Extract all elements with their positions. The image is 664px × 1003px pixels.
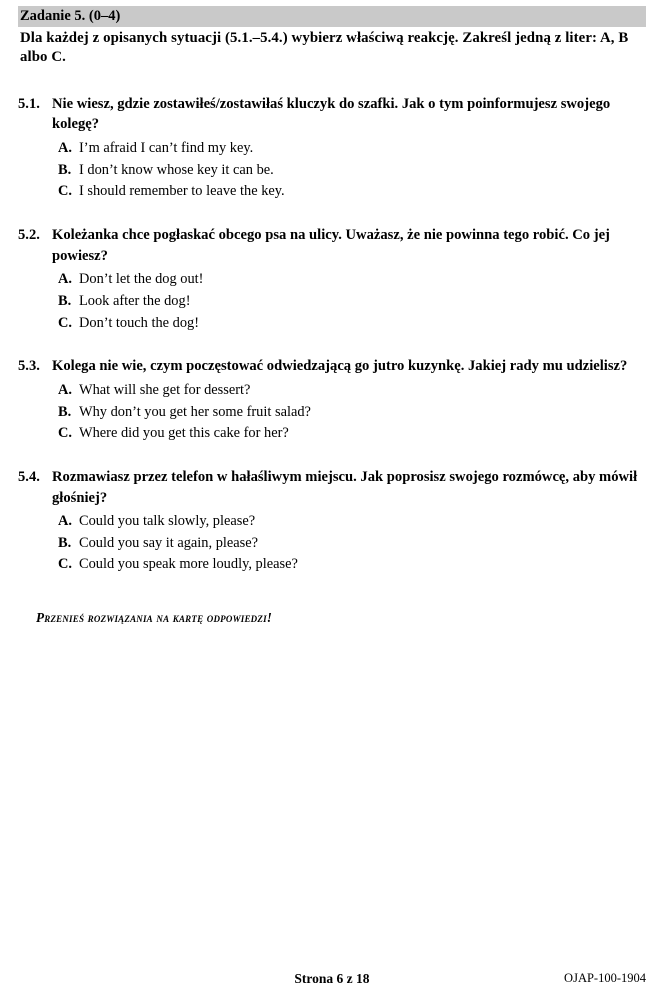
transfer-answers-note: Przenieś rozwiązania na kartę odpowiedzi!: [36, 610, 273, 626]
option-row[interactable]: [58, 291, 646, 313]
question-item: [18, 467, 646, 576]
option-text: Could you talk slowly, please?: [79, 513, 256, 530]
option-list: [18, 380, 646, 445]
page-number: Strona 6 z 18: [294, 971, 370, 986]
option-letter[interactable]: A.: [58, 140, 72, 157]
option-row[interactable]: [58, 380, 646, 402]
option-text: I’m afraid I can’t find my key.: [79, 140, 254, 157]
option-text: Don’t let the dog out!: [79, 271, 204, 288]
option-letter[interactable]: B.: [58, 161, 72, 178]
option-row[interactable]: [58, 181, 646, 203]
question-stem: [18, 356, 646, 377]
page-footer: [18, 971, 646, 991]
exam-code: OJAP-100-1904: [564, 971, 646, 985]
option-text: I don’t know whose key it can be.: [79, 161, 274, 178]
option-letter[interactable]: C.: [58, 425, 72, 442]
task-instruction: Dla każdej z opisanych sytuacji (5.1.–5.4.) wybierz właściwą reakcję. Zakreśl jedną z liter: A, B albo C.: [20, 29, 629, 66]
option-text: Where did you get this cake for her?: [79, 425, 289, 442]
option-row[interactable]: [58, 313, 646, 335]
option-list: [18, 511, 646, 576]
option-letter[interactable]: A.: [58, 513, 72, 530]
option-text: Don’t touch the dog!: [79, 314, 200, 331]
task-header: Zadanie 5. (0–4): [18, 6, 646, 27]
question-number: 5.4.: [18, 468, 40, 485]
option-letter[interactable]: C.: [58, 183, 72, 200]
option-letter[interactable]: B.: [58, 293, 72, 310]
question-number: 5.1.: [18, 95, 40, 112]
option-row[interactable]: [58, 160, 646, 182]
option-text: What will she get for dessert?: [79, 381, 251, 398]
question-stem: [18, 467, 646, 508]
option-row[interactable]: [58, 269, 646, 291]
question-stem: [18, 94, 646, 135]
option-letter[interactable]: B.: [58, 534, 72, 551]
option-text: Why don’t you get her some fruit salad?: [79, 403, 311, 420]
question-text: Nie wiesz, gdzie zostawiłeś/zostawiłaś kluczyk do szafki. Jak o tym poinformujesz swojego kolegę?: [52, 95, 611, 133]
option-text: Look after the dog!: [79, 293, 191, 310]
option-list: [18, 269, 646, 334]
option-letter[interactable]: A.: [58, 271, 72, 288]
question-item: [18, 225, 646, 334]
option-row[interactable]: [58, 423, 646, 445]
question-text: Kolega nie wie, czym poczęstować odwiedzającą go jutro kuzynkę. Jakiej rady mu udzielisz?: [52, 358, 628, 375]
option-row[interactable]: [58, 554, 646, 576]
option-list: [18, 138, 646, 203]
exam-page: [0, 6, 664, 1003]
option-letter[interactable]: C.: [58, 556, 72, 573]
option-letter[interactable]: C.: [58, 314, 72, 331]
question-item: [18, 94, 646, 203]
option-letter[interactable]: A.: [58, 381, 72, 398]
question-text: Rozmawiasz przez telefon w hałaśliwym miejscu. Jak poprosisz swojego rozmówcę, aby mówił głośniej?: [52, 468, 638, 506]
option-row[interactable]: [58, 138, 646, 160]
question-item: [18, 356, 646, 445]
question-number: 5.3.: [18, 358, 40, 375]
option-row[interactable]: [58, 402, 646, 424]
option-row[interactable]: [58, 533, 646, 555]
option-text: Could you say it again, please?: [79, 534, 259, 551]
question-stem: [18, 225, 646, 266]
option-text: Could you speak more loudly, please?: [79, 556, 298, 573]
question-number: 5.2.: [18, 227, 40, 243]
question-list: [18, 94, 646, 576]
option-text: I should remember to leave the key.: [79, 183, 285, 200]
option-row[interactable]: [58, 511, 646, 533]
question-text: Koleżanka chce pogłaskać obcego psa na ulicy. Uważasz, że nie powinna tego robić. Co jej powiesz?: [52, 227, 610, 264]
option-letter[interactable]: B.: [58, 403, 72, 420]
